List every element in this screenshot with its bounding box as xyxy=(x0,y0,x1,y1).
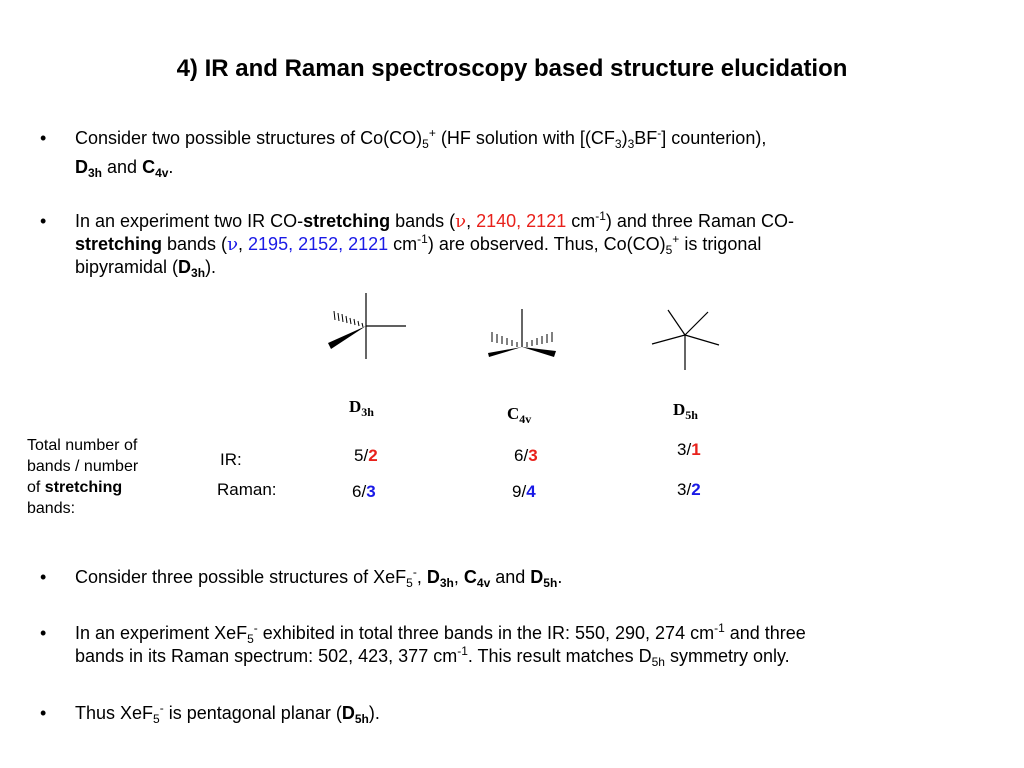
bullet-4-line-1: In an experiment XeF$_5$- exhibited in total three bands in the IR: 550, 290, 274 $cm^{-1}$ and three xyxy=(75,621,806,646)
d5h-ir-value: 3/1 xyxy=(677,440,701,459)
bullet-1-text: Consider two possible structures of $Co(CO)_5^+$ (HF solution with $[(CF_3)_3BF^-]$ counterion), xyxy=(75,126,767,151)
structure-drawings xyxy=(300,285,740,375)
d5h-structure-drawing xyxy=(652,310,719,370)
c4v-ir-value: 6/3 xyxy=(514,446,538,465)
d3h-ir-value: 5/2 xyxy=(354,446,378,465)
bullet-3-text: Consider three possible structures of XeF$_5$-, $D_{3h}$, $C_{4v}$ and $D_{5h}$. xyxy=(75,565,563,590)
bullet-marker: • xyxy=(40,211,47,231)
structure-label-c4v: $C_{4v}$ xyxy=(507,404,532,426)
bullet-2-line-3: bipyramidal $(D_{3h})$. xyxy=(75,257,217,280)
row-label-ir: IR: xyxy=(220,450,242,469)
bullet-marker: • xyxy=(40,703,47,723)
bullet-1-line-2: $D_{3h}$ and $C_{4v}$. xyxy=(75,157,174,180)
bullet-4-line-2: bands in its Raman spectrum: 502, 423, 377 $cm^{-1}$. This result matches $D_{5h}$ symmetry only. xyxy=(75,644,790,669)
bullet-marker: • xyxy=(40,567,47,587)
c4v-raman-value: 9/4 xyxy=(512,482,536,501)
structure-label-d5h: $D_{5h}$ xyxy=(673,400,698,422)
page-title: 4) IR and Raman spectroscopy based structure elucidation xyxy=(176,55,848,82)
bullet-2-line-2: stretching bands (ν, 2195, 2152, 2121 $cm^{-1}$) are observed. Thus, $Co(CO)_5^+$ is trigonal xyxy=(75,232,762,257)
c4v-structure-drawing xyxy=(488,309,556,357)
d3h-structure-drawing xyxy=(328,293,406,359)
d3h-raman-value: 6/3 xyxy=(352,482,376,501)
d5h-raman-value: 3/2 xyxy=(677,480,701,499)
bullet-5-text: Thus XeF$_5$- is pentagonal planar $(D_{5h})$. xyxy=(75,701,380,726)
row-label-raman: Raman: xyxy=(217,480,277,499)
bullet-marker: • xyxy=(40,128,47,148)
table-side-label: Total number of bands / number of stretching bands: xyxy=(27,437,139,517)
bullet-marker: • xyxy=(40,623,47,643)
bullet-2-line-1: In an experiment two IR CO-stretching bands (ν, 2140, 2121 $cm^{-1}$) and three Raman CO- xyxy=(75,209,794,232)
structure-label-d3h: $D_{3h}$ xyxy=(349,397,374,419)
